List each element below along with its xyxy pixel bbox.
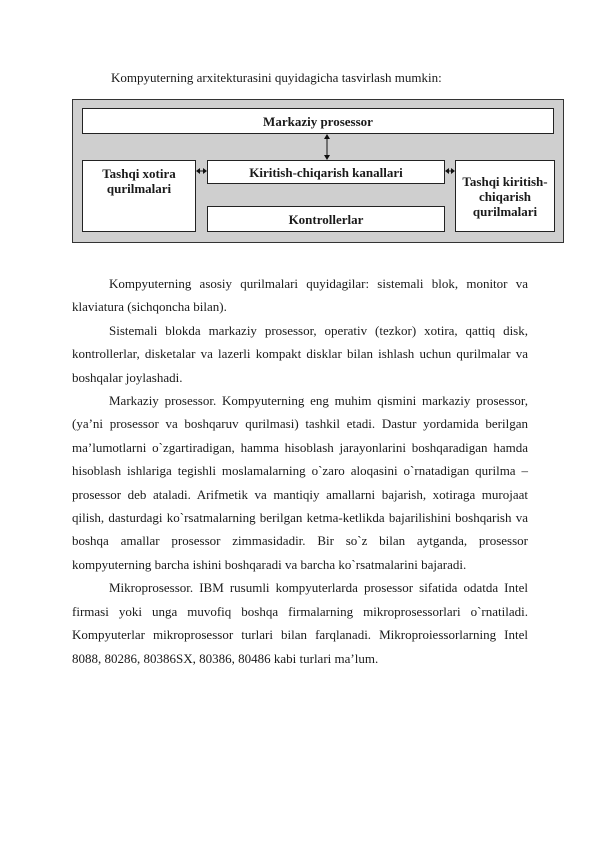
controllers-label: Kontrollerlar (288, 211, 364, 227)
paragraph-system-block: Sistemali blokda markaziy prosessor, operativ (tezkor) xotira, qattiq disk, kontrollerlar, disketalar va lazerli kompakt disklar bilan ishlash uchun qurilmalar va boshqalar joylashadi. (72, 322, 528, 385)
external-storage-label: Tashqi xotira qurilmalari (102, 166, 176, 196)
architecture-diagram (72, 99, 564, 243)
io-channels-label: Kiritish-chiqarish kanallari (249, 164, 403, 180)
external-storage-box (82, 160, 196, 232)
cpu-label: Markaziy prosessor (263, 113, 373, 129)
body-text (72, 272, 528, 670)
intro-text: Kompyuterning arxitekturasini quyidagicha tasvirlash mumkin: (111, 70, 442, 85)
paragraph-main-devices: Kompyuterning asosiy qurilmalari quyidagilar: sistemali blok, monitor va klaviatura (sichqoncha bilan). (72, 276, 528, 315)
cpu-box (82, 108, 554, 134)
paragraph-cpu: Markaziy prosessor. Kompyuterning eng muhim qismini markaziy prosessor, (ya’ni prosessor va boshqaruv qurilmasi) tashkil etadi. Dastur yordamida berilgan ma’lumotlarni o`zgartiradigan, hamma hisoblash jarayonlarini boshqaradigan hamda hisoblash ishlariga tegishli moslamalarning o`zaro aloqasini o`rnatadigan qurilma – prosessor deb ataladi. Arifmetik va mantiqiy amallarni bajarish, xotiraga murojaat qilish, dasturdagi ko`rsatmalarning berilgan ketma-ketlikda bajarilishini boshqarish va boshqa amallar prosessor zimmasidadir. Bir so`z bilan aytganda, prosessor kompyuterning barcha ishini boshqaradi va barcha ko`rsatmalarini bajaradi. (72, 393, 528, 572)
cpu-channels-arrow (321, 134, 333, 160)
storage-channels-arrow (196, 166, 207, 176)
controllers-box (207, 206, 445, 232)
channels-io-arrow (445, 166, 455, 176)
external-io-label: Tashqi kiritish-chiqarish qurilmalari (462, 173, 548, 219)
io-channels-box (207, 160, 445, 184)
external-io-box (455, 160, 555, 232)
paragraph-microprocessor: Mikroprosessor. IBM rusumli kompyuterlarda prosessor sifatida odatda Intel firmasi yoki unga muvofiq boshqa firmalarning mikroprosessorlari o`rnatiladi. Kompyuterlar mikroprosessor turlari bilan farqlanadi. Mikroproiessorlarning Intel 8088, 80286, 80386SX, 80386, 80486 kabi turlari ma’lum. (72, 580, 528, 666)
